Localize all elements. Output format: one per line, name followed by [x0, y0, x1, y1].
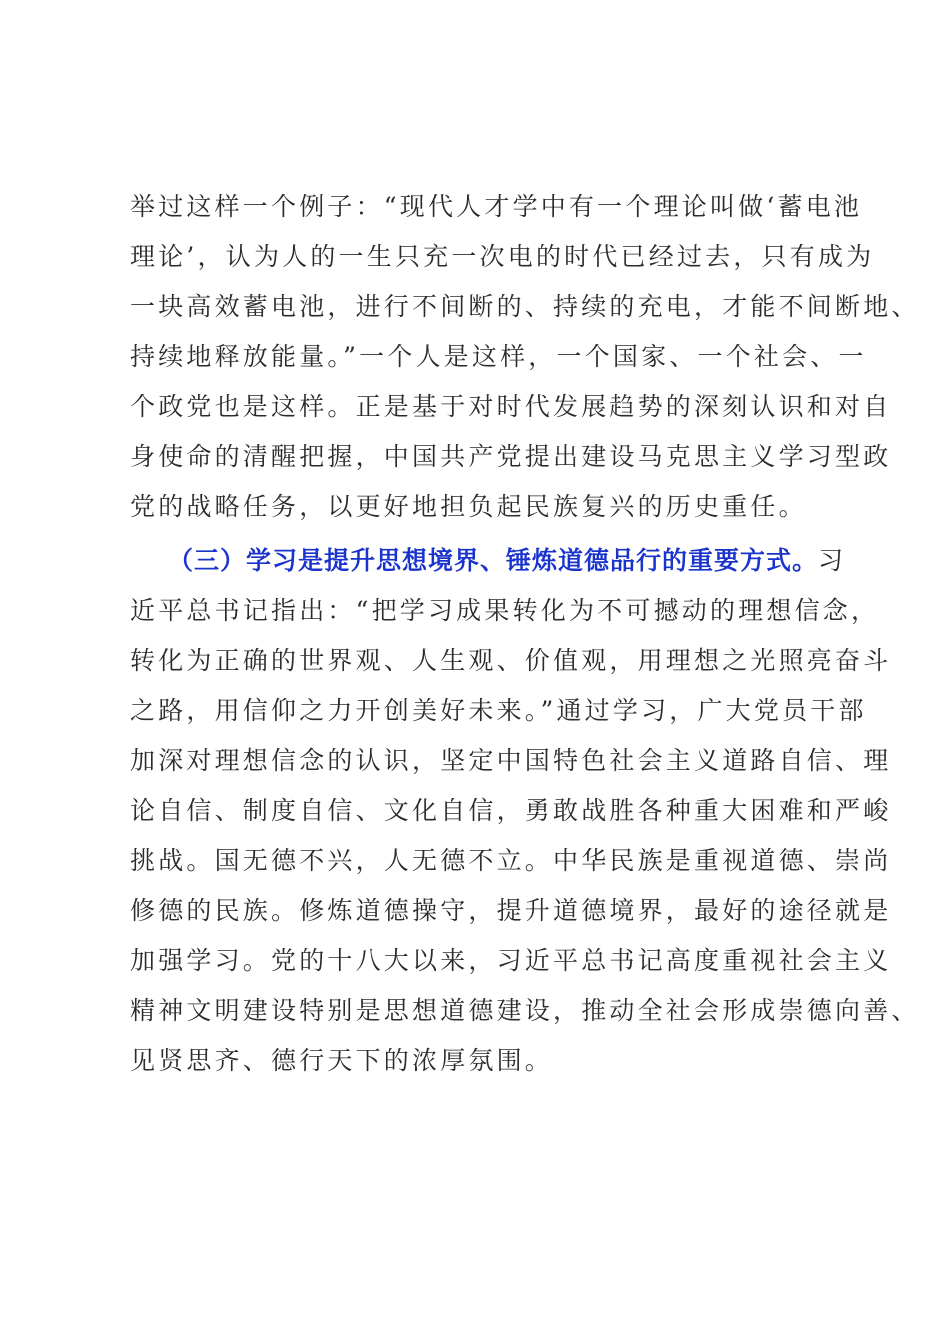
body-text-line: 党的战略任务，以更好地担负起民族复兴的历史重任。: [130, 492, 807, 521]
body-text-line: 精神文明建设特别是思想道德建设，推动全社会形成崇德向善、: [130, 996, 920, 1025]
body-text-line: 理论’，认为人的一生只充一次电的时代已经过去，只有成为: [130, 242, 875, 271]
body-text-line: 举过这样一个例子：“现代人才学中有一个理论叫做‘蓄电池: [130, 192, 863, 221]
body-text-line: 加强学习。党的十八大以来，习近平总书记高度重视社会主义: [130, 946, 892, 975]
section-heading-tail: 习: [818, 546, 847, 575]
body-text-line: 转化为正确的世界观、人生观、价值观，用理想之光照亮奋斗: [130, 646, 892, 675]
body-text-line: 论自信、制度自信、文化自信，勇敢战胜各种重大困难和严峻: [130, 796, 892, 825]
body-text-line: 加深对理想信念的认识，坚定中国特色社会主义道路自信、理: [130, 746, 892, 775]
body-text-line: 挑战。国无德不兴，人无德不立。中华民族是重视道德、崇尚: [130, 846, 892, 875]
section-heading-line: [168, 544, 846, 578]
body-text-line: 持续地释放能量。”一个人是这样，一个国家、一个社会、一: [130, 342, 867, 371]
body-text-line: 修德的民族。修炼道德操守，提升道德境界，最好的途径就是: [130, 896, 892, 925]
body-text-line: 见贤思齐、德行天下的浓厚氛围。: [130, 1046, 554, 1075]
body-text-line: 个政党也是这样。正是基于对时代发展趋势的深刻认识和对自: [130, 392, 892, 421]
body-text-line: 身使命的清醒把握，中国共产党提出建设马克思主义学习型政: [130, 442, 892, 471]
body-text-line: 近平总书记指出：“把学习成果转化为不可撼动的理想信念，: [130, 596, 880, 625]
body-text-line: 之路，用信仰之力开创美好未来。”通过学习，广大党员干部: [130, 696, 867, 725]
body-text-line: 一块高效蓄电池，进行不间断的、持续的充电，才能不间断地、: [130, 292, 920, 321]
section-heading: （三）学习是提升思想境界、锤炼道德品行的重要方式。: [168, 546, 819, 575]
